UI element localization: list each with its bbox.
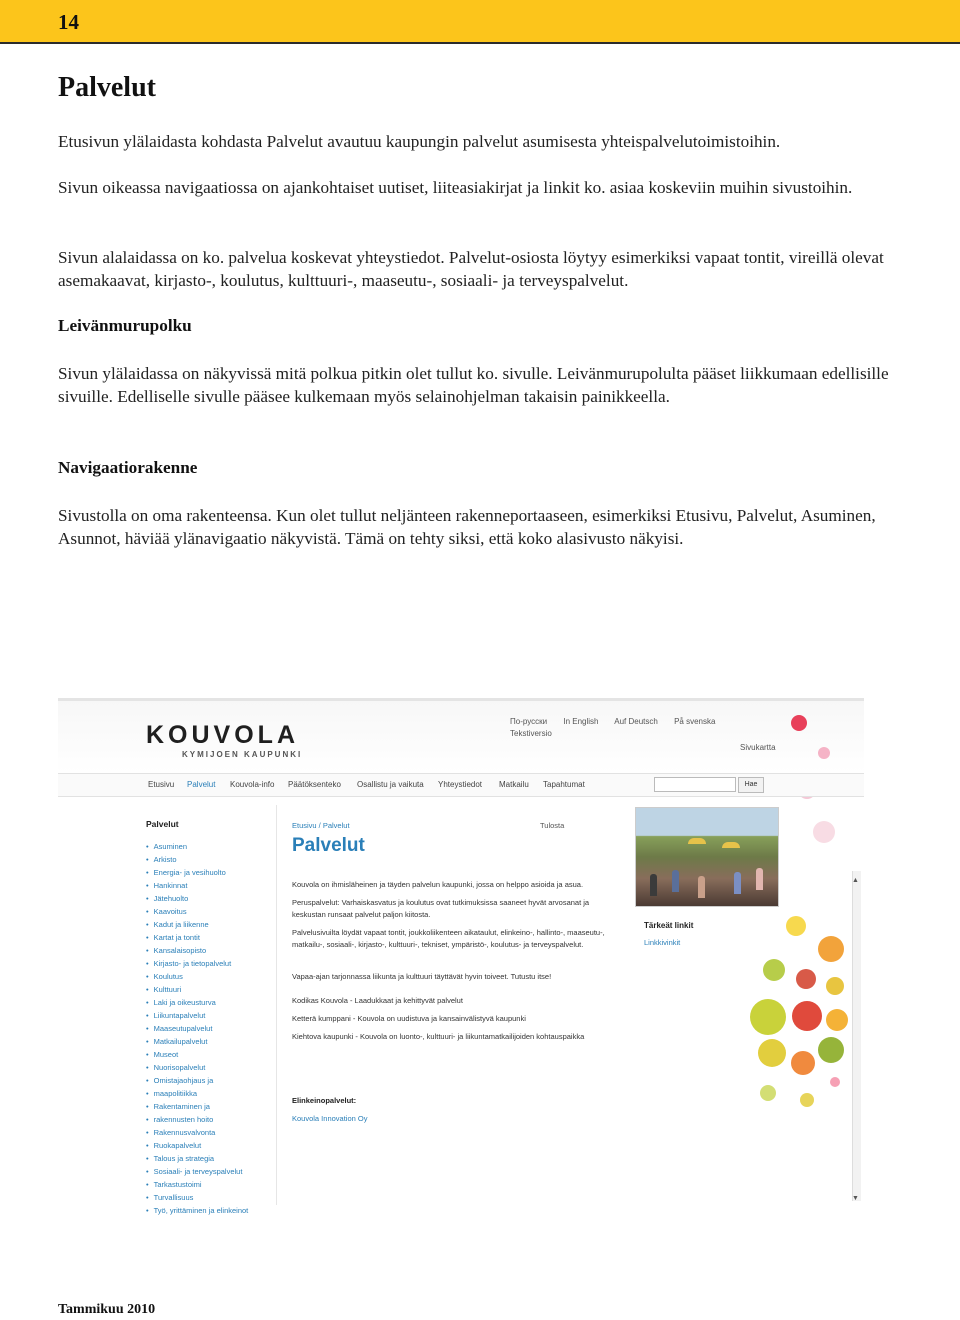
left-nav-item[interactable]: • Energia- ja vesihuolto	[146, 866, 248, 879]
sitemap-link[interactable]: Sivukartta	[740, 743, 776, 752]
site-search-input[interactable]	[654, 777, 736, 792]
photo-person	[650, 874, 657, 896]
site-main-nav	[58, 773, 864, 797]
decor-dot	[758, 1039, 786, 1067]
section-text-breadcrumb: Sivun ylälaidassa on näkyvissä mitä polkua pitkin olet tullut ko. sivulle. Leivänmurupolulta pääset liikkumaan edellisille sivuille. Edelliselle sivulle pääsee kulkemaan myös selainohjelman takaisin painikkeella.	[58, 364, 889, 406]
decor-dot	[786, 916, 806, 936]
photo-person	[756, 868, 763, 890]
site-logo: KOUVOLA	[146, 721, 299, 749]
site-search-button[interactable]: Hae	[738, 777, 764, 793]
decor-dot	[818, 1037, 844, 1063]
left-nav-item[interactable]: • Kirjasto- ja tietopalvelut	[146, 957, 248, 970]
content-paragraph: Kiehtova kaupunki - Kouvola on luonto-, kulttuuri- ja liikuntamatkailijoiden kohtauspaikka	[292, 1032, 585, 1041]
decor-dot	[830, 1077, 840, 1087]
section-heading-navigation: Navigaatiorakenne	[58, 458, 198, 477]
text-version-link[interactable]: Tekstiversio	[510, 729, 552, 738]
important-links-title: Tärkeät linkit	[644, 921, 694, 930]
decor-dot	[763, 959, 785, 981]
important-link[interactable]: Linkkivinkit	[644, 938, 681, 947]
left-nav-item[interactable]: • Kadut ja liikenne	[146, 918, 248, 931]
breadcrumb[interactable]: Etusivu / Palvelut	[292, 821, 350, 830]
scrollbar[interactable]	[852, 871, 861, 1201]
decor-dot	[818, 936, 844, 962]
left-nav-item[interactable]: • Nuorisopalvelut	[146, 1061, 248, 1074]
lang-link-en[interactable]: In English	[563, 717, 599, 726]
column-divider	[276, 805, 277, 1205]
left-nav-item[interactable]: • Ruokapalvelut	[146, 1139, 248, 1152]
decor-dot	[791, 1051, 815, 1075]
left-nav-item[interactable]: • Kaavoitus	[146, 905, 248, 918]
paragraph-1: Etusivun ylälaidasta kohdasta Palvelut avautuu kaupungin palvelut asumisesta yhteispalvelutoimistoihin.	[58, 132, 781, 151]
left-nav-title: Palvelut	[146, 819, 179, 829]
decor-dot	[791, 715, 807, 731]
content-paragraph: Kodikas Kouvola - Laadukkaat ja kehittyvät palvelut	[292, 996, 463, 1005]
nav-item-tapahtumat[interactable]: Tapahtumat	[543, 780, 585, 789]
left-nav-item[interactable]: • maapolitiikka	[146, 1087, 248, 1100]
left-nav-item[interactable]: • Talous ja strategia	[146, 1152, 248, 1165]
website-screenshot	[58, 698, 864, 1215]
decor-dot	[750, 999, 786, 1035]
nav-item-kouvola-info[interactable]: Kouvola-info	[230, 780, 275, 789]
scroll-up-icon[interactable]: ▲	[852, 877, 859, 884]
left-nav-item[interactable]: • Hankinnat	[146, 879, 248, 892]
nav-item-paatoksenteko[interactable]: Päätöksenteko	[288, 780, 341, 789]
left-nav-item[interactable]: • Omistajaohjaus ja	[146, 1074, 248, 1087]
left-nav-item[interactable]: • Rakentaminen ja	[146, 1100, 248, 1113]
content-paragraph: Vapaa-ajan tarjonnassa liikunta ja kulttuuri täyttävät hyvin toiveet. Tutustu itse!	[292, 972, 552, 981]
left-nav-item[interactable]: • Maaseutupalvelut	[146, 1022, 248, 1035]
street-photo	[635, 807, 779, 907]
nav-item-osallistu[interactable]: Osallistu ja vaikuta	[357, 780, 424, 789]
left-nav-item[interactable]: • Asuminen	[146, 840, 248, 853]
photo-person	[698, 876, 705, 898]
paragraph-2: Sivun oikeassa navigaatiossa on ajankohtaiset uutiset, liiteasiakirjat ja linkit ko. asiaa koskeviin muihin sivustoihin.	[58, 178, 853, 197]
site-logo-subtitle: KYMIJOEN KAUPUNKI	[182, 750, 303, 759]
left-nav-item[interactable]: • Kartat ja tontit	[146, 931, 248, 944]
section-text-navigation: Sivustolla on oma rakenteensa. Kun olet tullut neljänteen rakenneportaaseen, esimerkiksi Etusivu, Palvelut, Asuminen, Asunnot, häviää ylänavigaatio näkyvistä. Tämä on tehty siksi, että koko alasivusto näkyisi.	[58, 506, 876, 548]
decor-dot	[826, 1009, 848, 1031]
print-label: Tulosta	[540, 821, 565, 830]
left-nav-item[interactable]: • Liikuntapalvelut	[146, 1009, 248, 1022]
decor-dot	[818, 747, 830, 759]
decor-dot	[813, 821, 835, 843]
left-nav-item[interactable]: • Tarkastustoimi	[146, 1178, 248, 1191]
footer-date: Tammikuu 2010	[58, 1302, 156, 1317]
decor-dot	[826, 977, 844, 995]
photo-awning	[722, 842, 740, 848]
content-title: Palvelut	[292, 835, 365, 856]
lang-link-de[interactable]: Auf Deutsch	[614, 717, 658, 726]
nav-item-matkailu[interactable]: Matkailu	[499, 780, 529, 789]
left-nav-item[interactable]: • Turvallisuus	[146, 1191, 248, 1204]
nav-item-etusivu[interactable]: Etusivu	[148, 780, 175, 789]
left-nav-item[interactable]: • Matkailupalvelut	[146, 1035, 248, 1048]
decor-dot	[796, 969, 816, 989]
left-nav-item[interactable]: • Koulutus	[146, 970, 248, 983]
decor-dot	[800, 1093, 814, 1107]
page-number: 14	[58, 10, 79, 34]
header-bar	[0, 0, 960, 44]
nav-item-palvelut[interactable]: Palvelut	[187, 780, 216, 789]
decor-dot	[760, 1085, 776, 1101]
paragraph-3: Sivun alalaidassa on ko. palvelua koskevat yhteystiedot. Palvelut-osiosta löytyy esimerkiksi vapaat tontit, vireillä olevat asemakaavat, kirjasto-, koulutus, kulttuuri-, maaseutu-, sosiaali- ja terveyspalvelut.	[58, 248, 884, 290]
left-nav-item[interactable]: • Laki ja oikeusturva	[146, 996, 248, 1009]
content-subheading: Elinkeinopalvelut:	[292, 1096, 357, 1105]
left-nav-item[interactable]: • Arkisto	[146, 853, 248, 866]
left-nav-list	[146, 840, 248, 1217]
left-nav-item[interactable]: • Jätehuolto	[146, 892, 248, 905]
content-link[interactable]: Kouvola Innovation Oy	[292, 1114, 368, 1123]
left-nav-item[interactable]: • Työ, yrittäminen ja elinkeinot	[146, 1204, 248, 1217]
photo-person	[672, 870, 679, 892]
page-title: Palvelut	[58, 72, 156, 103]
scroll-down-icon[interactable]: ▼	[852, 1195, 859, 1202]
photo-awning	[688, 838, 706, 844]
content-paragraph: Peruspalvelut: Varhaiskasvatus ja koulutus ovat tutkimuksissa saaneet hyvät arvosanat ja keskustan runsaat palvelut paljon kiitosta.	[292, 898, 590, 919]
nav-item-yhteystiedot[interactable]: Yhteystiedot	[438, 780, 483, 789]
photo-person	[734, 872, 741, 894]
content-paragraph: Palvelusivuilta löydät vapaat tontit, joukkoliikenteen aikataulut, elinkeino-, hallinto-, maaseutu-, matkailu-, sosiaali-, kirjasto-, kulttuuri-, tekniset, ympäristö-, koulutus- ja terveyspalvelut.	[292, 928, 605, 949]
site-header	[58, 701, 864, 773]
left-nav-item[interactable]: • Sosiaali- ja terveyspalvelut	[146, 1165, 248, 1178]
left-nav-item[interactable]: • Kulttuuri	[146, 983, 248, 996]
left-nav-item[interactable]: • Museot	[146, 1048, 248, 1061]
left-nav-item[interactable]: • Kansalaisopisto	[146, 944, 248, 957]
section-heading-breadcrumb: Leivänmurupolku	[58, 316, 192, 335]
left-nav-item[interactable]: • rakennusten hoito	[146, 1113, 248, 1126]
print-tool[interactable]	[540, 821, 564, 830]
content-paragraph: Ketterä kumppani - Kouvola on uudistuva ja kansainvälistyvä kaupunki	[292, 1014, 526, 1023]
decor-dot	[792, 1001, 822, 1031]
language-links	[510, 717, 729, 726]
lang-link-sv[interactable]: På svenska	[674, 717, 716, 726]
content-paragraph: Kouvola on ihmisläheinen ja täyden palvelun kaupunki, jossa on helppo asioida ja asua.	[292, 880, 584, 889]
lang-link-ru[interactable]: По-русски	[510, 717, 548, 726]
left-nav-item[interactable]: • Rakennusvalvonta	[146, 1126, 248, 1139]
